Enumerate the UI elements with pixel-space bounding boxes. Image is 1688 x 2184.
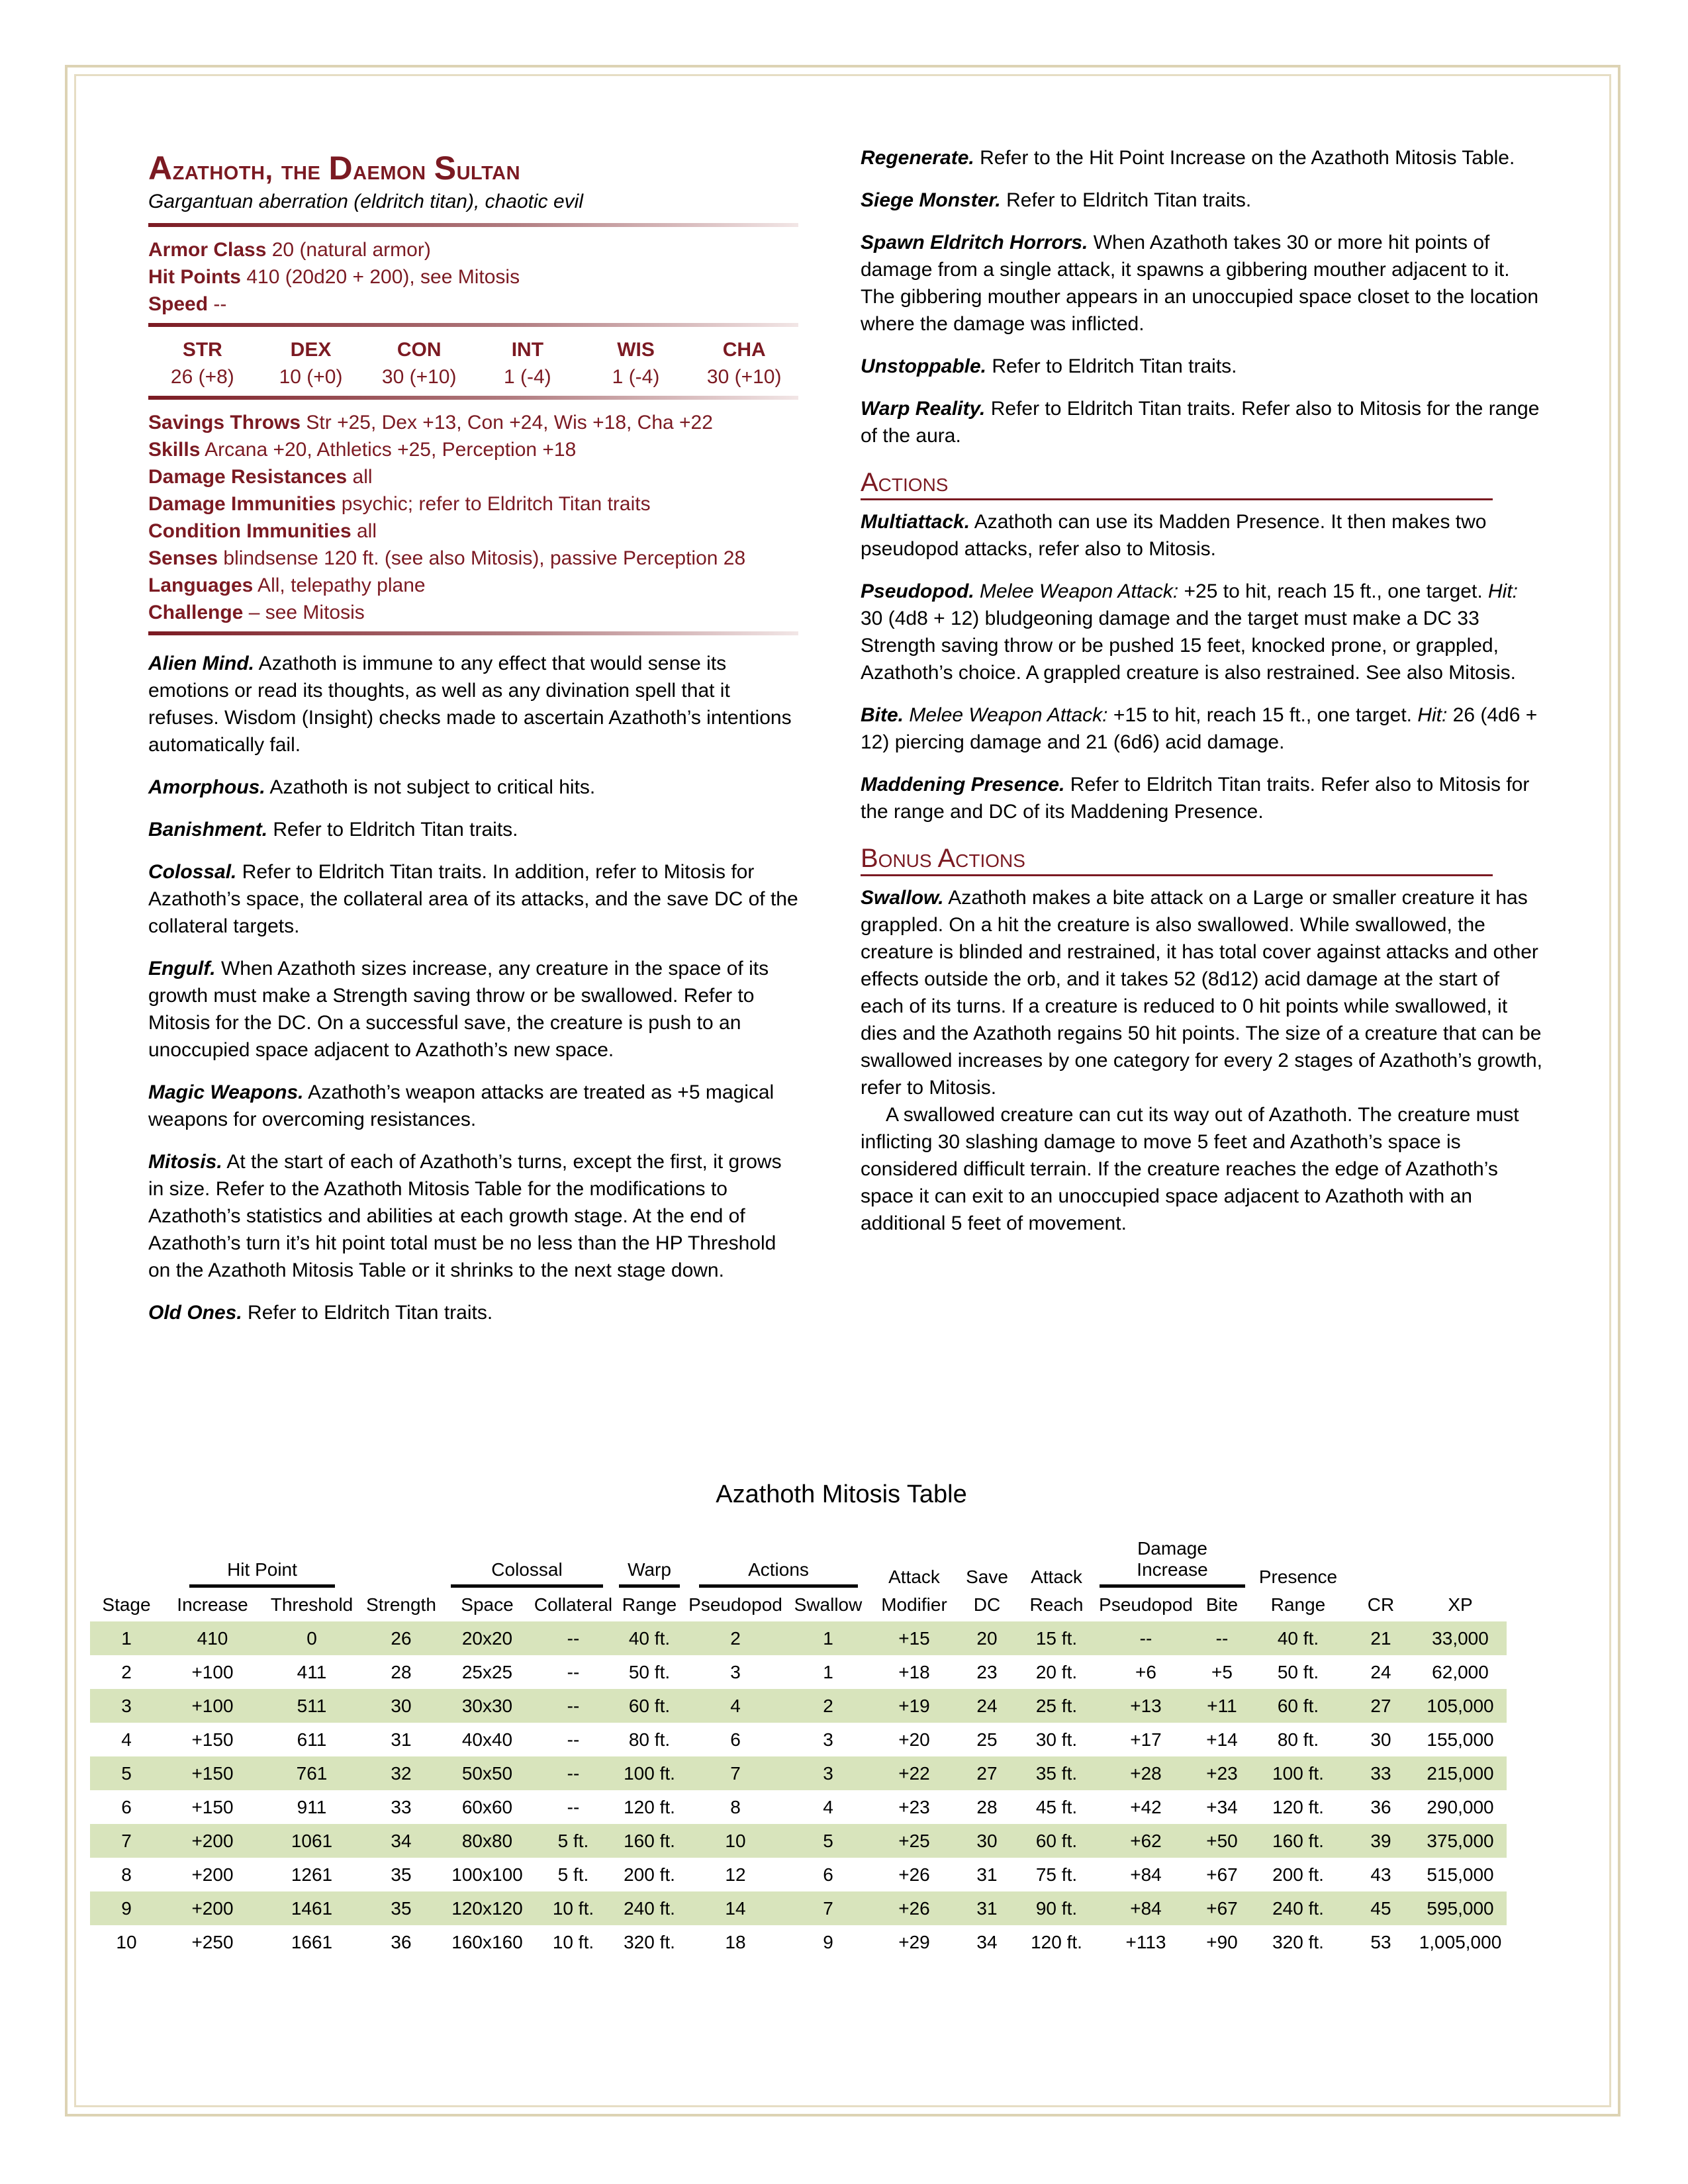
table-cell: 30 bbox=[1370, 1729, 1391, 1750]
table-cell: 3 bbox=[823, 1729, 833, 1750]
skills: Skills Arcana +20, Athletics +25, Perception +18 bbox=[148, 439, 577, 461]
table-cell: -- bbox=[1196, 1621, 1248, 1655]
table-cell: 7 bbox=[686, 1756, 785, 1790]
table-cell: +6 bbox=[1135, 1661, 1156, 1682]
table-cell: 60 ft. bbox=[1248, 1689, 1348, 1723]
table-cell: 4 bbox=[686, 1689, 785, 1723]
table-cell: 43 bbox=[1370, 1864, 1391, 1885]
table-cell: 30 bbox=[957, 1824, 1017, 1858]
table-cell: 20 bbox=[957, 1621, 1017, 1655]
divider bbox=[148, 323, 798, 327]
table-cell: +5 bbox=[1211, 1661, 1233, 1682]
table-cell: 0 bbox=[262, 1621, 361, 1655]
monster-type: Gargantuan aberration (eldritch titan), chaotic evil bbox=[148, 191, 584, 212]
table-cell: 3 bbox=[90, 1689, 163, 1723]
table-row bbox=[90, 1621, 1507, 1655]
table-cell: 36 bbox=[391, 1931, 412, 1952]
table-cell: 200 ft. bbox=[624, 1864, 675, 1885]
table-cell: 120 ft. bbox=[1272, 1796, 1324, 1817]
table-cell: 8 bbox=[730, 1796, 741, 1817]
table-cell: 26 bbox=[361, 1621, 441, 1655]
action-maddening-presence: Maddening Presence. Refer to Eldritch Titan traits. Refer also to Mitosis for the range and DC of its Maddening Presence. bbox=[861, 774, 1530, 823]
table-cell: 75 ft. bbox=[1035, 1864, 1078, 1885]
table-cell: 1661 bbox=[291, 1931, 333, 1952]
trait-magic-weapons: Magic Weapons. Azathoth’s weapon attacks are treated as +5 magical weapons for overcoming resistances. bbox=[148, 1081, 774, 1130]
table-cell: 60 ft. bbox=[613, 1689, 686, 1723]
trait-siege-monster: Siege Monster. Refer to Eldritch Titan traits. bbox=[861, 189, 1252, 211]
table-cell: 320 ft. bbox=[1272, 1931, 1324, 1952]
saving-throws: Savings Throws Str +25, Dex +13, Con +24, Wis +18, Cha +22 bbox=[148, 412, 713, 433]
table-cell: +18 bbox=[898, 1661, 930, 1682]
group-header-row bbox=[90, 1538, 1507, 1588]
column-header: DC bbox=[973, 1594, 1001, 1615]
ability-name: CHA bbox=[722, 339, 766, 361]
table-cell: 911 bbox=[297, 1796, 327, 1817]
table-cell: 100 ft. bbox=[613, 1756, 686, 1790]
trait-mitosis: Mitosis. At the start of each of Azathoth’s turns, except the first, it grows in size. Refer to the Azathoth Mitosis Table for the modifications to Azathoth’s statistics and abilities at each growth stage. At the end of Azathoth’s turn it’s hit point total must be no less than the HP Threshold on the Azathoth Mitosis Table or it shrinks to the next stage down. bbox=[148, 1151, 782, 1281]
table-cell: 53 bbox=[1370, 1931, 1391, 1952]
trait-engulf: Engulf. When Azathoth sizes increase, any creature in the space of its growth must make a Strength saving throw or be swallowed. Refer to Mitosis for the DC. On a successful save, the creature is push to an unoccupied space adjacent to Azathoth’s new space. bbox=[148, 958, 769, 1061]
table-cell: 30 bbox=[361, 1689, 441, 1723]
table-cell: 1261 bbox=[291, 1864, 333, 1885]
column-header: Increase bbox=[177, 1594, 248, 1615]
table-cell: +11 bbox=[1196, 1689, 1248, 1723]
table-cell: +67 bbox=[1206, 1864, 1238, 1885]
properties bbox=[148, 409, 798, 626]
table-row bbox=[90, 1756, 1507, 1790]
table-cell: 240 ft. bbox=[1248, 1891, 1348, 1925]
table-cell: 32 bbox=[361, 1756, 441, 1790]
action-bite: Bite. Melee Weapon Attack: +15 to hit, reach 15 ft., one target. Hit: 26 (4d6 + 12) piercing damage and 21 (6d6) acid damage. bbox=[861, 704, 1538, 753]
table-cell: -- bbox=[1096, 1621, 1196, 1655]
table-row bbox=[90, 1891, 1507, 1925]
table-cell: 160 ft. bbox=[1248, 1824, 1348, 1858]
table-cell: 7 bbox=[90, 1824, 163, 1858]
table-cell: 595,000 bbox=[1414, 1891, 1507, 1925]
table-cell: 320 ft. bbox=[624, 1931, 675, 1952]
table-cell: 6 bbox=[730, 1729, 741, 1750]
actions-heading: Actions bbox=[861, 467, 1493, 500]
table-cell: +150 bbox=[163, 1756, 262, 1790]
action-pseudopod: Pseudopod. Melee Weapon Attack: +25 to hit, reach 15 ft., one target. Hit: 30 (4d8 + 12) bludgeoning damage and the target must make a DC 33 Strength saving throw or be pushed 15 feet, knocked prone, or grappled, Azathoth’s choice. A grappled creature is also restrained. See also Mitosis. bbox=[861, 580, 1518, 684]
table-cell: +84 bbox=[1130, 1864, 1162, 1885]
table-cell: 20x20 bbox=[441, 1621, 534, 1655]
table-cell: 1061 bbox=[262, 1824, 361, 1858]
trait-warp-reality: Warp Reality. Refer to Eldritch Titan traits. Refer also to Mitosis for the range of the aura. bbox=[861, 398, 1540, 447]
table-cell: 80x80 bbox=[441, 1824, 534, 1858]
table-cell: 30x30 bbox=[441, 1689, 534, 1723]
table-cell: 240 ft. bbox=[613, 1891, 686, 1925]
trait-spawn-eldritch-horrors: Spawn Eldritch Horrors. When Azathoth takes 30 or more hit points of damage from a single attack, it spawns a gibbering mouther adjacent to it. The gibbering mouther appears in an unoccupied space closet to the location where the damage was inflicted. bbox=[861, 232, 1538, 335]
table-cell: 50x50 bbox=[441, 1756, 534, 1790]
table-cell: +13 bbox=[1096, 1689, 1196, 1723]
table-cell: +28 bbox=[1096, 1756, 1196, 1790]
stat-block-left-column bbox=[148, 151, 798, 1342]
trait-banishment: Banishment. Refer to Eldritch Titan traits. bbox=[148, 819, 518, 841]
table-cell: 215,000 bbox=[1414, 1756, 1507, 1790]
table-cell: 100 ft. bbox=[1248, 1756, 1348, 1790]
table-cell: 6 bbox=[121, 1796, 132, 1817]
ability-score: 10 (+0) bbox=[279, 366, 343, 388]
table-cell: 3 bbox=[785, 1756, 871, 1790]
condition-immunities: Condition Immunities all bbox=[148, 520, 377, 542]
column-header: CR bbox=[1367, 1594, 1395, 1615]
table-cell: +67 bbox=[1196, 1891, 1248, 1925]
group-actions: Actions bbox=[699, 1559, 858, 1588]
table-cell: 761 bbox=[262, 1756, 361, 1790]
divider bbox=[148, 396, 798, 400]
table-cell: 50 ft. bbox=[628, 1661, 671, 1682]
ability-score: 30 (+10) bbox=[706, 366, 782, 388]
table-cell: 14 bbox=[686, 1891, 785, 1925]
table-cell: 39 bbox=[1348, 1824, 1414, 1858]
table-cell: +200 bbox=[163, 1891, 262, 1925]
column-header: Stage bbox=[102, 1594, 151, 1615]
table-cell: +26 bbox=[871, 1891, 957, 1925]
ability-name: WIS bbox=[617, 339, 655, 361]
table-cell: 90 ft. bbox=[1017, 1891, 1096, 1925]
column-header: Modifier bbox=[881, 1594, 947, 1615]
column-header: Pseudopod bbox=[1099, 1594, 1193, 1615]
table-cell: +34 bbox=[1206, 1796, 1238, 1817]
column-header-row bbox=[90, 1588, 1507, 1621]
bonus-actions-heading: Bonus Actions bbox=[861, 842, 1493, 876]
challenge: Challenge – see Mitosis bbox=[148, 602, 365, 623]
table-cell: 60x60 bbox=[461, 1796, 513, 1817]
group-attack-reach: Attack bbox=[1031, 1567, 1082, 1587]
table-cell: +19 bbox=[871, 1689, 957, 1723]
table-cell: 5 bbox=[90, 1756, 163, 1790]
divider bbox=[148, 631, 798, 635]
group-colossal: Colossal bbox=[451, 1559, 603, 1588]
table-cell: +84 bbox=[1096, 1891, 1196, 1925]
table-cell: 27 bbox=[1348, 1689, 1414, 1723]
table-cell: +62 bbox=[1096, 1824, 1196, 1858]
table-cell: 40 ft. bbox=[613, 1621, 686, 1655]
hit-points: Hit Points 410 (20d20 + 200), see Mitosis bbox=[148, 266, 520, 288]
divider bbox=[148, 223, 798, 227]
table-cell: 31 bbox=[391, 1729, 412, 1750]
ability-name: INT bbox=[511, 339, 544, 361]
trait-unstoppable: Unstoppable. Refer to Eldritch Titan traits. bbox=[861, 355, 1237, 377]
ability-score: 1 (-4) bbox=[612, 366, 660, 388]
column-header: Collateral bbox=[534, 1594, 613, 1615]
table-cell: 7 bbox=[785, 1891, 871, 1925]
ability-score: 1 (-4) bbox=[504, 366, 551, 388]
table-cell: 33 bbox=[1348, 1756, 1414, 1790]
table-cell: 200 ft. bbox=[1272, 1864, 1324, 1885]
ability-scores bbox=[148, 363, 798, 390]
table-cell: 1,005,000 bbox=[1419, 1931, 1502, 1952]
table-cell: 2 bbox=[686, 1621, 785, 1655]
table-cell: 2 bbox=[785, 1689, 871, 1723]
table-cell: +22 bbox=[871, 1756, 957, 1790]
table-cell: +100 bbox=[163, 1689, 262, 1723]
bonus-action-swallow: Swallow. Azathoth makes a bite attack on a Large or smaller creature it has grappled. On a hit the creature is also swallowed. While swallowed, the creature is blinded and restrained, it has total cover against attacks and other effects outside the orb, and it takes 52 (8d12) acid damage at the start of each of its turns. If a creature is reduced to 0 hit points while swallowed, it dies and the Azathoth regains 50 hit points. The size of a creature that can be swallowed increases by one category for every 2 stages of Azathoth’s growth, refer to Mitosis. bbox=[861, 887, 1543, 1099]
table-cell: +23 bbox=[1196, 1756, 1248, 1790]
table-cell: 62,000 bbox=[1432, 1661, 1489, 1682]
table-cell: 23 bbox=[976, 1661, 998, 1682]
ability-name: CON bbox=[397, 339, 442, 361]
column-header: Range bbox=[1270, 1594, 1326, 1615]
table-cell: 12 bbox=[725, 1864, 746, 1885]
languages: Languages All, telepathy plane bbox=[148, 574, 426, 596]
column-header: Space bbox=[461, 1594, 514, 1615]
table-cell: 20 ft. bbox=[1035, 1661, 1078, 1682]
table-cell: 1461 bbox=[262, 1891, 361, 1925]
table-cell: 80 ft. bbox=[1277, 1729, 1319, 1750]
table-cell: 35 bbox=[361, 1891, 441, 1925]
table-cell: 5 ft. bbox=[534, 1824, 613, 1858]
group-attack: Attack bbox=[888, 1567, 940, 1587]
table-cell: 1 bbox=[785, 1621, 871, 1655]
table-title: Azathoth Mitosis Table bbox=[716, 1480, 967, 1508]
table-cell: 375,000 bbox=[1414, 1824, 1507, 1858]
table-cell: +20 bbox=[898, 1729, 930, 1750]
table-cell: 45 ft. bbox=[1035, 1796, 1078, 1817]
group-presence: Presence bbox=[1258, 1567, 1338, 1587]
table-cell: 40x40 bbox=[461, 1729, 513, 1750]
table-cell: -- bbox=[567, 1729, 580, 1750]
table-cell: 3 bbox=[730, 1661, 741, 1682]
bonus-action-swallow-escape: A swallowed creature can cut its way out of Azathoth. The creature must inflicting 30 slashing damage to move 5 feet and Azathoth’s space is considered difficult terrain. If the creature reaches the edge of Azathoth’s space it can exit to an unoccupied space adjacent to Azathoth with an additional 5 feet of movement. bbox=[861, 1104, 1519, 1234]
table-cell: 45 bbox=[1348, 1891, 1414, 1925]
table-cell: +150 bbox=[191, 1729, 234, 1750]
armor-class: Armor Class 20 (natural armor) bbox=[148, 239, 431, 261]
table-cell: 1 bbox=[823, 1661, 833, 1682]
table-cell: 10 bbox=[116, 1931, 137, 1952]
table-cell: +200 bbox=[191, 1864, 234, 1885]
table-cell: +113 bbox=[1125, 1931, 1166, 1952]
table-cell: 8 bbox=[121, 1864, 132, 1885]
table-cell: -- bbox=[534, 1689, 613, 1723]
table-row bbox=[90, 1689, 1507, 1723]
table-cell: 36 bbox=[1370, 1796, 1391, 1817]
table-cell: 31 bbox=[957, 1891, 1017, 1925]
table-row bbox=[90, 1790, 1507, 1824]
ability-name: DEX bbox=[290, 339, 332, 361]
table-cell: -- bbox=[534, 1621, 613, 1655]
table-cell: -- bbox=[567, 1796, 580, 1817]
trait-regenerate: Regenerate. Refer to the Hit Point Increase on the Azathoth Mitosis Table. bbox=[861, 147, 1515, 169]
ability-name: STR bbox=[182, 339, 222, 361]
group-warp: Warp bbox=[619, 1559, 680, 1588]
table-cell: +42 bbox=[1130, 1796, 1162, 1817]
table-cell: 611 bbox=[297, 1729, 327, 1750]
table-row bbox=[90, 1655, 1507, 1689]
table-cell: +15 bbox=[871, 1621, 957, 1655]
column-header: Strength bbox=[366, 1594, 436, 1615]
column-header: Pseudopod bbox=[688, 1594, 782, 1615]
table-body bbox=[90, 1621, 1507, 1959]
trait-alien-mind: Alien Mind. Azathoth is immune to any effect that would sense its emotions or read its thoughts, as well as any divination spell that it refuses. Wisdom (Insight) checks made to ascertain Azathoth’s intentions automatically fail. bbox=[148, 653, 792, 756]
table-cell: 34 bbox=[361, 1824, 441, 1858]
table-cell: +50 bbox=[1196, 1824, 1248, 1858]
table-cell: 40 ft. bbox=[1248, 1621, 1348, 1655]
speed: Speed -- bbox=[148, 293, 227, 315]
trait-colossal: Colossal. Refer to Eldritch Titan traits. In addition, refer to Mitosis for Azathoth’s space, the collateral area of its attacks, and the save DC of the collateral targets. bbox=[148, 861, 798, 937]
action-multiattack: Multiattack. Azathoth can use its Madden Presence. It then makes two pseudopod attacks, refer also to Mitosis. bbox=[861, 511, 1487, 560]
table-cell: -- bbox=[567, 1661, 580, 1682]
mitosis-table bbox=[90, 1538, 1507, 1959]
table-cell: +150 bbox=[191, 1796, 234, 1817]
table-cell: 10 ft. bbox=[534, 1891, 613, 1925]
column-header: Reach bbox=[1029, 1594, 1084, 1615]
table-cell: +29 bbox=[898, 1931, 930, 1952]
table-cell: 34 bbox=[976, 1931, 998, 1952]
table-cell: 24 bbox=[957, 1689, 1017, 1723]
table-cell: 160x160 bbox=[451, 1931, 523, 1952]
table-cell: 9 bbox=[90, 1891, 163, 1925]
table-cell: 28 bbox=[391, 1661, 412, 1682]
table-cell: 35 ft. bbox=[1017, 1756, 1096, 1790]
table-cell: 105,000 bbox=[1414, 1689, 1507, 1723]
table-cell: 25 ft. bbox=[1017, 1689, 1096, 1723]
table-cell: 1 bbox=[90, 1621, 163, 1655]
group-save: Save bbox=[966, 1567, 1008, 1587]
group-damage-increase: Damage Increase bbox=[1100, 1538, 1245, 1588]
table-cell: 15 ft. bbox=[1017, 1621, 1096, 1655]
table-cell: 290,000 bbox=[1427, 1796, 1494, 1817]
column-header: XP bbox=[1448, 1594, 1473, 1615]
table-cell: 4 bbox=[823, 1796, 833, 1817]
table-row bbox=[90, 1925, 1507, 1959]
table-cell: +200 bbox=[163, 1824, 262, 1858]
senses: Senses blindsense 120 ft. (see also Mitosis), passive Perception 28 bbox=[148, 547, 746, 569]
ability-score: 30 (+10) bbox=[381, 366, 457, 388]
table-cell: 410 bbox=[163, 1621, 262, 1655]
table-cell: 35 bbox=[391, 1864, 412, 1885]
ability-names bbox=[148, 336, 798, 363]
table-cell: 160 ft. bbox=[613, 1824, 686, 1858]
damage-immunities: Damage Immunities psychic; refer to Eldritch Titan traits bbox=[148, 493, 651, 515]
trait-old-ones: Old Ones. Refer to Eldritch Titan traits. bbox=[148, 1302, 493, 1324]
table-cell: -- bbox=[534, 1756, 613, 1790]
table-cell: +250 bbox=[191, 1931, 234, 1952]
table-cell: 120 ft. bbox=[624, 1796, 675, 1817]
table-cell: 50 ft. bbox=[1277, 1661, 1319, 1682]
group-hit-point: Hit Point bbox=[189, 1559, 335, 1588]
table-cell: 18 bbox=[725, 1931, 746, 1952]
table-cell: 28 bbox=[976, 1796, 998, 1817]
column-header: Swallow bbox=[794, 1594, 863, 1615]
table-cell: 27 bbox=[957, 1756, 1017, 1790]
column-header: Threshold bbox=[270, 1594, 353, 1615]
table-cell: 155,000 bbox=[1427, 1729, 1494, 1750]
table-cell: 9 bbox=[823, 1931, 833, 1952]
table-cell: 2 bbox=[121, 1661, 132, 1682]
table-cell: +26 bbox=[898, 1864, 930, 1885]
table-cell: 120 ft. bbox=[1031, 1931, 1082, 1952]
table-cell: 100x100 bbox=[451, 1864, 523, 1885]
table-row bbox=[90, 1723, 1507, 1756]
table-cell: 5 ft. bbox=[557, 1864, 589, 1885]
table-cell: 60 ft. bbox=[1017, 1824, 1096, 1858]
table-cell: 30 ft. bbox=[1035, 1729, 1078, 1750]
table-cell: 31 bbox=[976, 1864, 998, 1885]
trait-amorphous: Amorphous. Azathoth is not subject to critical hits. bbox=[148, 776, 596, 798]
table-cell: 25 bbox=[976, 1729, 998, 1750]
table-cell: 4 bbox=[121, 1729, 132, 1750]
table-cell: +100 bbox=[191, 1661, 234, 1682]
table-cell: 80 ft. bbox=[628, 1729, 671, 1750]
table-cell: +23 bbox=[898, 1796, 930, 1817]
table-row bbox=[90, 1824, 1507, 1858]
table-cell: 21 bbox=[1348, 1621, 1414, 1655]
table-cell: 5 bbox=[785, 1824, 871, 1858]
table-cell: 6 bbox=[823, 1864, 833, 1885]
table-cell: +14 bbox=[1206, 1729, 1238, 1750]
table-cell: +17 bbox=[1130, 1729, 1162, 1750]
table-cell: 515,000 bbox=[1427, 1864, 1494, 1885]
column-header: Bite bbox=[1205, 1594, 1239, 1615]
table-cell: +90 bbox=[1206, 1931, 1238, 1952]
table-cell: 33 bbox=[391, 1796, 412, 1817]
table-cell: 10 bbox=[686, 1824, 785, 1858]
table-cell: 511 bbox=[262, 1689, 361, 1723]
column-header: Range bbox=[622, 1594, 677, 1615]
ability-score: 26 (+8) bbox=[170, 366, 234, 388]
table-cell: 120x120 bbox=[441, 1891, 534, 1925]
table-cell: +25 bbox=[871, 1824, 957, 1858]
table-cell: 411 bbox=[297, 1661, 327, 1682]
stat-block-right-column bbox=[861, 144, 1542, 1252]
table-row bbox=[90, 1858, 1507, 1891]
table-cell: 33,000 bbox=[1414, 1621, 1507, 1655]
table-cell: 25x25 bbox=[461, 1661, 513, 1682]
table-cell: 10 ft. bbox=[552, 1931, 594, 1952]
damage-resistances: Damage Resistances all bbox=[148, 466, 373, 488]
table-cell: 24 bbox=[1370, 1661, 1391, 1682]
monster-name: Azathoth, the Daemon Sultan bbox=[148, 150, 521, 187]
